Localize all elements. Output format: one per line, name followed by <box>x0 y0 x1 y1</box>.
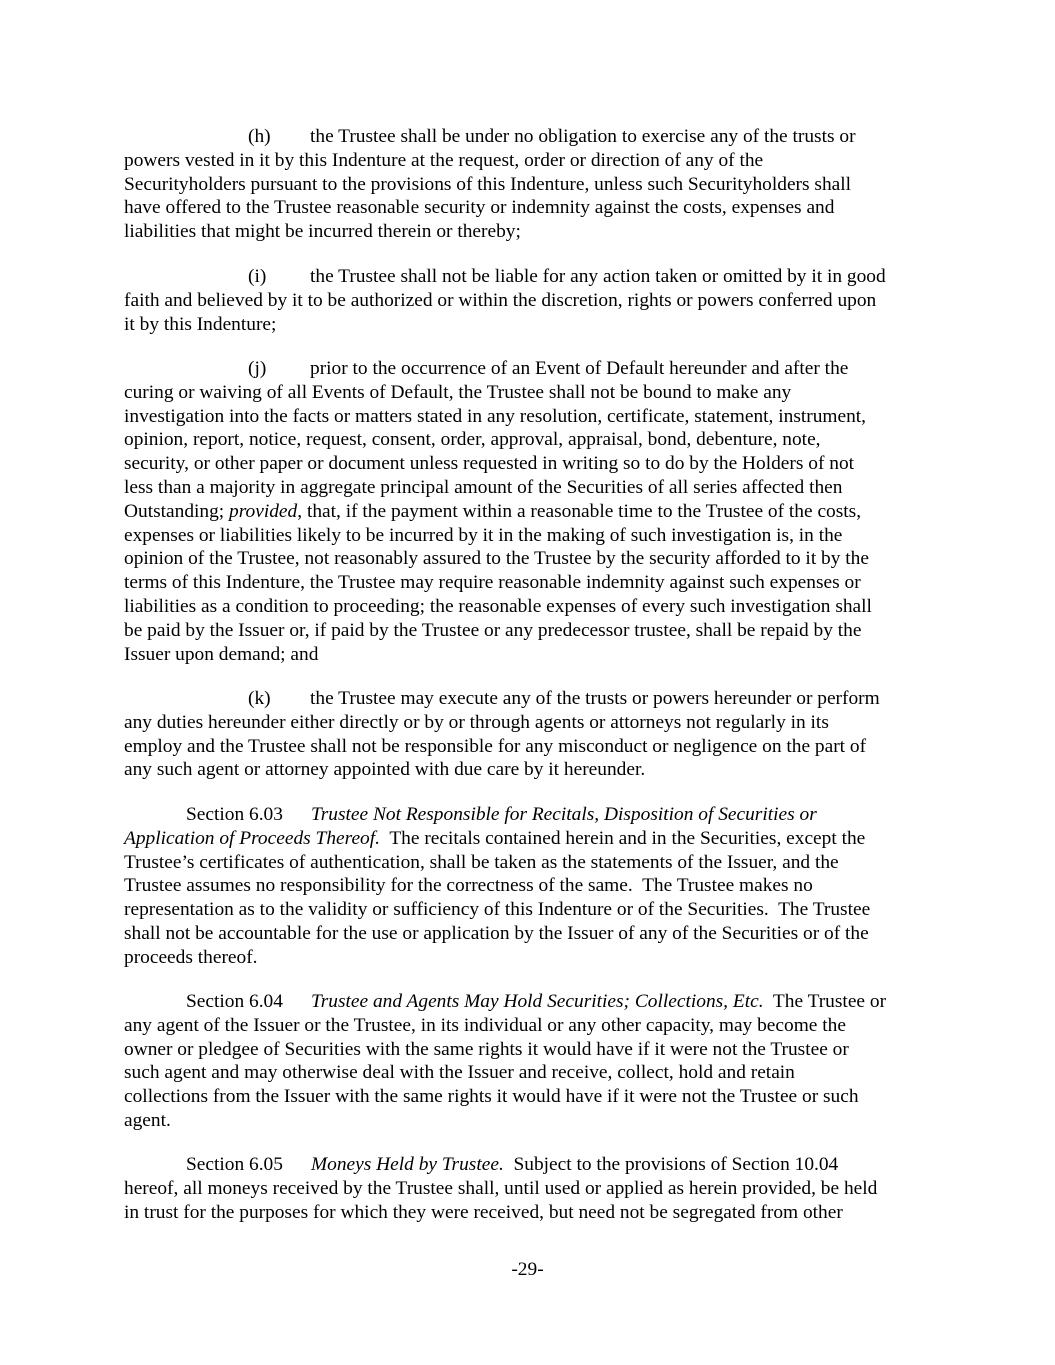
text-fragment: Subject to the provisions of Section 10.04 <box>503 1154 839 1175</box>
text-line: less than a majority in aggregate principal amount of the Securities of all series affected then <box>124 476 843 498</box>
clause-marker: (h) <box>248 126 271 147</box>
text-line: the Trustee shall not be liable for any action taken or omitted by it in good <box>310 266 886 287</box>
text-line: faith and believed by it to be authorized or within the discretion, rights or powers conferred upon <box>124 289 877 311</box>
text-line: any such agent or attorney appointed with due care by it hereunder. <box>124 759 646 781</box>
text-line: the Trustee shall be under no obligation to exercise any of the trusts or <box>310 126 856 147</box>
text-line: investigation into the facts or matters stated in any resolution, certificate, statement, instrument, <box>124 405 867 427</box>
section-title: Application of Proceeds Thereof. <box>124 827 380 849</box>
text-line: in trust for the purposes for which they were received, but need not be segregated from other <box>124 1201 843 1223</box>
text-fragment: The recitals contained herein and in the Securities, except the <box>379 827 866 849</box>
text-line: opinion, report, notice, request, consent, order, approval, appraisal, bond, debenture, note, <box>124 429 821 451</box>
text-fragment: The Trustee or <box>763 991 887 1012</box>
text-line: powers vested in it by this Indenture at the request, order or direction of any of the <box>124 149 764 171</box>
text-line: curing or waiving of all Events of Default, the Trustee shall not be bound to make any <box>124 381 792 403</box>
text-line: representation as to the validity or sufficiency of this Indenture or of the Securities. The Trustee <box>124 899 871 921</box>
text-line: agent. <box>124 1109 171 1131</box>
text-line: Issuer upon demand; and <box>124 643 319 665</box>
clause-marker: (j) <box>248 358 267 379</box>
text-line: have offered to the Trustee reasonable security or indemnity against the costs, expenses and <box>124 197 835 219</box>
text-line: employ and the Trustee shall not be responsible for any misconduct or negligence on the part of <box>124 735 867 757</box>
page-number: -29- <box>511 1259 544 1280</box>
text-line: security, or other paper or document unless requested in writing so to do by the Holders of not <box>124 453 855 475</box>
clause-j <box>124 357 934 666</box>
text-line: the Trustee may execute any of the trusts or powers hereunder or perform <box>310 688 880 709</box>
text-line: terms of this Indenture, the Trustee may require reasonable indemnity against such expenses or <box>124 572 861 594</box>
text-line: expenses or liabilities likely to be incurred by it in the making of such investigation is, in the <box>124 524 843 546</box>
text-line: hereof, all moneys received by the Trustee shall, until used or applied as herein provided, be held <box>124 1177 878 1199</box>
clause-marker: (i) <box>248 266 267 287</box>
section-title: Trustee and Agents May Hold Securities; Collections, Etc. <box>311 991 764 1012</box>
clause-h <box>124 125 934 244</box>
clause-k <box>124 687 934 782</box>
section-number: Section 6.03 <box>186 804 283 825</box>
text-fragment: Outstanding; <box>124 500 230 522</box>
section-number: Section 6.04 <box>186 991 283 1012</box>
text-line: Trustee’s certificates of authentication, shall be taken as the statements of the Issuer, and the <box>124 851 839 873</box>
text-line: any agent of the Issuer or the Trustee, in its individual or any other capacity, may become the <box>124 1014 846 1036</box>
italic-term: provided <box>229 500 298 522</box>
section-title: Moneys Held by Trustee. <box>311 1154 504 1175</box>
section-6-04 <box>124 990 934 1133</box>
text-line: shall not be accountable for the use or application by the Issuer of any of the Securities or of the <box>124 922 869 944</box>
text-line: collections from the Issuer with the same rights it would have if it were not the Trustee or such <box>124 1086 859 1108</box>
text-line: liabilities as a condition to proceeding; the reasonable expenses of every such investigation shall <box>124 595 872 617</box>
clause-i <box>124 265 934 336</box>
text-line: be paid by the Issuer or, if paid by the Trustee or any predecessor trustee, shall be repaid by the <box>124 619 862 641</box>
text-line: prior to the occurrence of an Event of Default hereunder and after the <box>310 358 849 379</box>
text-line: liabilities that might be incurred therein or thereby; <box>124 221 521 243</box>
text-line: Securityholders pursuant to the provisions of this Indenture, unless such Securityholders shall <box>124 173 852 195</box>
text-line: Trustee assumes no responsibility for the correctness of the same. The Trustee makes no <box>124 875 813 897</box>
section-title: Trustee Not Responsible for Recitals, Disposition of Securities or <box>311 804 817 825</box>
text-line: owner or pledgee of Securities with the same rights it would have if it were not the Trustee or <box>124 1038 849 1060</box>
text-fragment: , that, if the payment within a reasonable time to the Trustee of the costs, <box>297 500 862 522</box>
section-6-03 <box>124 803 934 970</box>
section-number: Section 6.05 <box>186 1154 283 1175</box>
text-line: such agent and may otherwise deal with the Issuer and receive, collect, hold and retain <box>124 1062 795 1084</box>
text-line: any duties hereunder either directly or by or through agents or attorneys not regularly in its <box>124 711 829 733</box>
section-6-05 <box>124 1153 934 1224</box>
text-line: opinion of the Trustee, not reasonably assured to the Trustee by the security afforded to it by the <box>124 548 869 570</box>
clause-marker: (k) <box>248 688 271 709</box>
text-line: proceeds thereof. <box>124 946 258 968</box>
text-line: it by this Indenture; <box>124 313 277 335</box>
